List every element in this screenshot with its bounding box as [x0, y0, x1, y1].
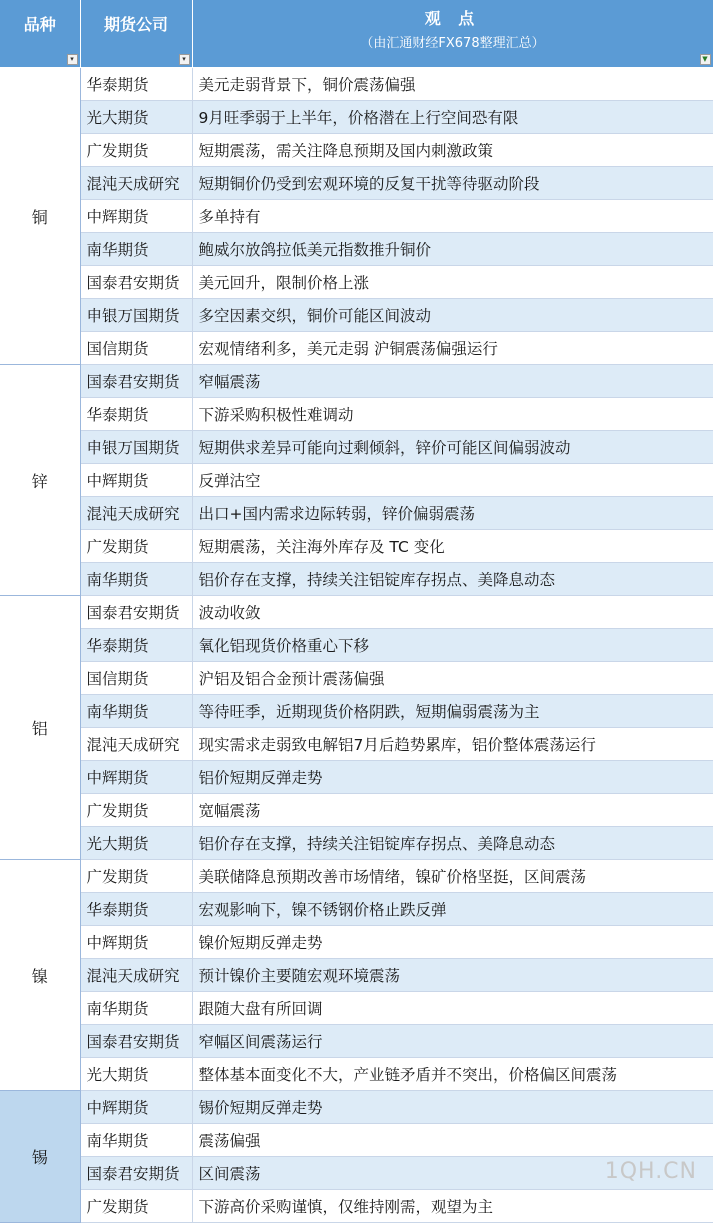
- company-cell: 南华期货: [80, 563, 192, 596]
- view-cell: 多空因素交织，铜价可能区间波动: [192, 299, 713, 332]
- company-cell: 广发期货: [80, 530, 192, 563]
- view-cell: 预计镍价主要随宏观环境震荡: [192, 959, 713, 992]
- view-cell: 美元走弱背景下，铜价震荡偏强: [192, 68, 713, 101]
- company-cell: 国泰君安期货: [80, 1157, 192, 1190]
- table-row: [0, 497, 713, 530]
- company-cell: 广发期货: [80, 860, 192, 893]
- view-cell: 美元回升，限制价格上涨: [192, 266, 713, 299]
- table-row: [0, 233, 713, 266]
- company-cell: 申银万国期货: [80, 431, 192, 464]
- table-row: [0, 893, 713, 926]
- view-cell: 下游高价采购谨慎，仅维持刚需，观望为主: [192, 1190, 713, 1223]
- view-cell: 等待旺季，近期现货价格阴跌，短期偏弱震荡为主: [192, 695, 713, 728]
- view-cell: 铝价存在支撑，持续关注铝锭库存拐点、美降息动态: [192, 827, 713, 860]
- table-row: [0, 1058, 713, 1091]
- table-row: [0, 266, 713, 299]
- table-row: [0, 398, 713, 431]
- variety-cell: 铝: [0, 596, 80, 860]
- view-cell: 氧化铝现货价格重心下移: [192, 629, 713, 662]
- table-row: [0, 1190, 713, 1223]
- view-cell: 出口+国内需求边际转弱，锌价偏弱震荡: [192, 497, 713, 530]
- company-cell: 南华期货: [80, 695, 192, 728]
- view-cell: 沪铝及铝合金预计震荡偏强: [192, 662, 713, 695]
- company-cell: 混沌天成研究: [80, 167, 192, 200]
- company-cell: 国泰君安期货: [80, 1025, 192, 1058]
- company-cell: 华泰期货: [80, 893, 192, 926]
- company-cell: 中辉期货: [80, 464, 192, 497]
- table-row: [0, 431, 713, 464]
- table-row: [0, 827, 713, 860]
- view-cell: 震荡偏强: [192, 1124, 713, 1157]
- company-cell: 国泰君安期货: [80, 266, 192, 299]
- view-cell: 美联储降息预期改善市场情绪，镍矿价格坚挺，区间震荡: [192, 860, 713, 893]
- table-row: [0, 464, 713, 497]
- table-row: [0, 1091, 713, 1124]
- company-cell: 光大期货: [80, 101, 192, 134]
- view-cell: 波动收敛: [192, 596, 713, 629]
- table-row: [0, 860, 713, 893]
- company-cell: 广发期货: [80, 794, 192, 827]
- company-cell: 广发期货: [80, 1190, 192, 1223]
- view-header-title: 观 点: [424, 9, 481, 28]
- company-cell: 华泰期货: [80, 68, 192, 101]
- company-cell: 申银万国期货: [80, 299, 192, 332]
- company-cell: 广发期货: [80, 134, 192, 167]
- company-cell: 南华期货: [80, 233, 192, 266]
- company-column-header[interactable]: [80, 0, 192, 68]
- company-cell: 混沌天成研究: [80, 497, 192, 530]
- filter-dropdown-icon[interactable]: ▾: [179, 54, 190, 65]
- table-row: [0, 596, 713, 629]
- watermark: 1QH.CN: [604, 1159, 697, 1184]
- table-row: [0, 728, 713, 761]
- company-cell: 混沌天成研究: [80, 728, 192, 761]
- view-cell: 宏观影响下，镍不锈钢价格止跌反弹: [192, 893, 713, 926]
- variety-cell: 锡: [0, 1091, 80, 1223]
- company-cell: 华泰期货: [80, 629, 192, 662]
- table-row: [0, 1025, 713, 1058]
- view-cell: 跟随大盘有所回调: [192, 992, 713, 1025]
- table-row: [0, 629, 713, 662]
- table-row: [0, 101, 713, 134]
- view-cell: 9月旺季弱于上半年，价格潜在上行空间恐有限: [192, 101, 713, 134]
- table-row: [0, 992, 713, 1025]
- company-cell: 中辉期货: [80, 1091, 192, 1124]
- company-cell: 国信期货: [80, 662, 192, 695]
- company-cell: 中辉期货: [80, 926, 192, 959]
- view-cell: 镍价短期反弹走势: [192, 926, 713, 959]
- table-row: [0, 332, 713, 365]
- view-cell: 下游采购积极性难调动: [192, 398, 713, 431]
- company-cell: 光大期货: [80, 827, 192, 860]
- company-cell: 混沌天成研究: [80, 959, 192, 992]
- company-cell: 华泰期货: [80, 398, 192, 431]
- view-cell: 锡价短期反弹走势: [192, 1091, 713, 1124]
- table-row: [0, 662, 713, 695]
- variety-column-header[interactable]: [0, 0, 80, 68]
- variety-cell: 镍: [0, 860, 80, 1091]
- company-cell: 中辉期货: [80, 761, 192, 794]
- view-cell: 铝价短期反弹走势: [192, 761, 713, 794]
- company-cell: 国泰君安期货: [80, 596, 192, 629]
- company-cell: 光大期货: [80, 1058, 192, 1091]
- company-cell: 国泰君安期货: [80, 365, 192, 398]
- view-cell: 鲍威尔放鸽拉低美元指数推升铜价: [192, 233, 713, 266]
- company-cell: 南华期货: [80, 992, 192, 1025]
- view-cell: 铝价存在支撑，持续关注铝锭库存拐点、美降息动态: [192, 563, 713, 596]
- table-row: [0, 761, 713, 794]
- table-row: [0, 926, 713, 959]
- table-row: [0, 200, 713, 233]
- table-row: [0, 530, 713, 563]
- table-row: [0, 299, 713, 332]
- view-cell: 窄幅震荡: [192, 365, 713, 398]
- filter-dropdown-icon[interactable]: ▾: [67, 54, 78, 65]
- view-header-subtitle: （由汇通财经FX678整理汇总）: [360, 36, 545, 51]
- view-cell: 窄幅区间震荡运行: [192, 1025, 713, 1058]
- header-row: [0, 0, 713, 68]
- view-cell: 短期震荡，需关注降息预期及国内刺激政策: [192, 134, 713, 167]
- view-cell: 区间震荡: [192, 1157, 713, 1190]
- table-row: [0, 1124, 713, 1157]
- view-cell: 宏观情绪利多，美元走弱 沪铜震荡偏强运行: [192, 332, 713, 365]
- variety-header-label: 品种: [23, 15, 56, 34]
- view-cell: 短期供求差异可能向过剩倾斜，锌价可能区间偏弱波动: [192, 431, 713, 464]
- view-cell: 整体基本面变化不大，产业链矛盾并不突出，价格偏区间震荡: [192, 1058, 713, 1091]
- variety-cell: 锌: [0, 365, 80, 596]
- table-row: [0, 794, 713, 827]
- variety-cell: 铜: [0, 68, 80, 365]
- view-cell: 宽幅震荡: [192, 794, 713, 827]
- view-cell: 短期震荡，关注海外库存及 TC 变化: [192, 530, 713, 563]
- table-row: [0, 695, 713, 728]
- view-cell: 短期铜价仍受到宏观环境的反复干扰等待驱动阶段: [192, 167, 713, 200]
- view-column-header[interactable]: [192, 0, 713, 68]
- company-cell: 南华期货: [80, 1124, 192, 1157]
- table-row: [0, 563, 713, 596]
- company-header-label: 期货公司: [103, 15, 168, 34]
- filter-active-icon[interactable]: ▼: [700, 54, 711, 65]
- company-cell: 国信期货: [80, 332, 192, 365]
- table-row: [0, 959, 713, 992]
- table-row: [0, 68, 713, 101]
- table-row: [0, 365, 713, 398]
- table-row: [0, 134, 713, 167]
- company-cell: 中辉期货: [80, 200, 192, 233]
- view-cell: 现实需求走弱致电解铝7月后趋势累库，铝价整体震荡运行: [192, 728, 713, 761]
- table-row: [0, 167, 713, 200]
- view-cell: 多单持有: [192, 200, 713, 233]
- view-cell: 反弹沽空: [192, 464, 713, 497]
